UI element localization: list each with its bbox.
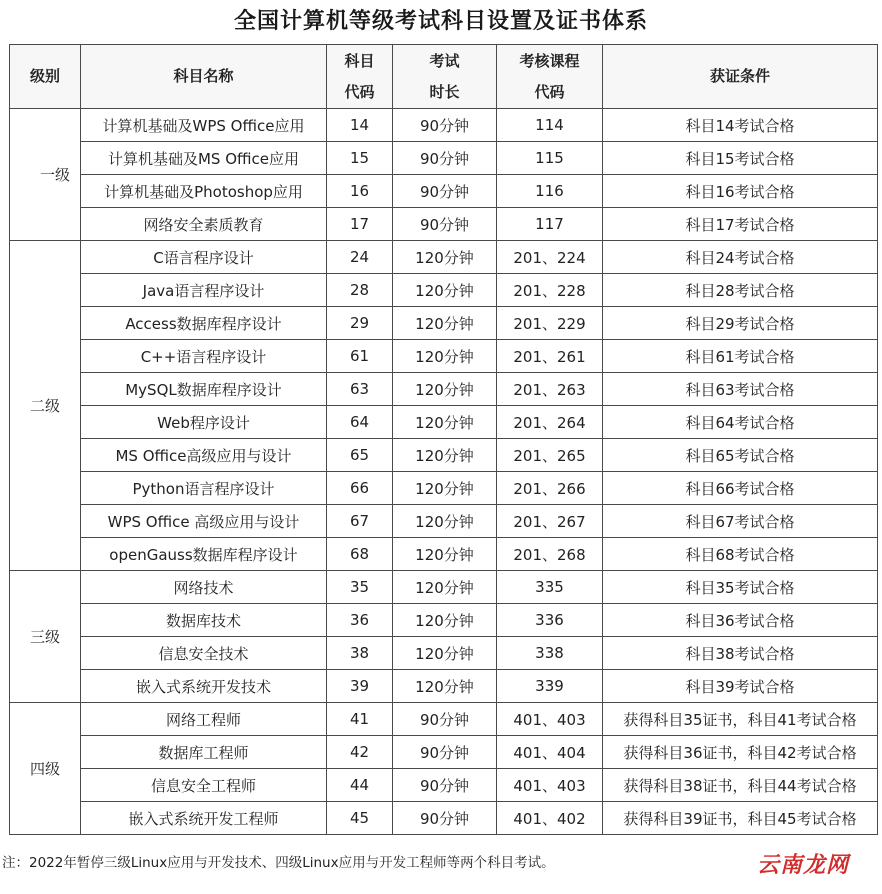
subject-name-cell: 数据库工程师 <box>81 736 327 769</box>
certificate-condition-cell: 科目66考试合格 <box>603 472 878 505</box>
course-code-cell: 201、264 <box>497 406 603 439</box>
subject-code-cell: 64 <box>327 406 393 439</box>
exam-duration-cell: 90分钟 <box>393 175 497 208</box>
exam-duration-cell: 120分钟 <box>393 472 497 505</box>
table-row <box>10 505 878 538</box>
subject-code-cell: 39 <box>327 670 393 703</box>
certificate-condition-cell: 科目68考试合格 <box>603 538 878 571</box>
course-code-cell: 201、265 <box>497 439 603 472</box>
watermark-logo: 云南龙网 <box>757 853 850 878</box>
course-code-cell: 201、268 <box>497 538 603 571</box>
subject-code-cell: 63 <box>327 373 393 406</box>
level-cell: 四级 <box>10 703 81 835</box>
subject-code-cell: 35 <box>327 571 393 604</box>
exam-duration-cell: 120分钟 <box>393 505 497 538</box>
table-row <box>10 307 878 340</box>
exam-duration-cell: 120分钟 <box>393 670 497 703</box>
exam-duration-cell: 90分钟 <box>393 142 497 175</box>
course-code-cell: 201、224 <box>497 241 603 274</box>
subject-code-cell: 36 <box>327 604 393 637</box>
subject-code-cell: 16 <box>327 175 393 208</box>
table-row <box>10 637 878 670</box>
table-row <box>10 439 878 472</box>
table-row <box>10 538 878 571</box>
header-subject-code: 科目 代码 <box>327 45 393 109</box>
subject-name-cell: MySQL数据库程序设计 <box>81 373 327 406</box>
exam-duration-cell: 120分钟 <box>393 538 497 571</box>
certificate-condition-cell: 科目63考试合格 <box>603 373 878 406</box>
subject-code-cell: 67 <box>327 505 393 538</box>
certificate-condition-cell: 获得科目38证书，科目44考试合格 <box>603 769 878 802</box>
table-row <box>10 142 878 175</box>
exam-duration-cell: 120分钟 <box>393 406 497 439</box>
course-code-cell: 114 <box>497 109 603 142</box>
exam-duration-cell: 90分钟 <box>393 769 497 802</box>
subject-code-cell: 66 <box>327 472 393 505</box>
course-code-cell: 201、263 <box>497 373 603 406</box>
subject-name-cell: C++语言程序设计 <box>81 340 327 373</box>
exam-duration-cell: 120分钟 <box>393 340 497 373</box>
course-code-cell: 401、402 <box>497 802 603 835</box>
exam-subjects-table <box>9 44 878 835</box>
subject-code-cell: 65 <box>327 439 393 472</box>
subject-name-cell: Web程序设计 <box>81 406 327 439</box>
header-level: 级别 <box>10 45 81 109</box>
certificate-condition-cell: 科目29考试合格 <box>603 307 878 340</box>
table-row <box>10 109 878 142</box>
subject-code-cell: 45 <box>327 802 393 835</box>
certificate-condition-cell: 科目67考试合格 <box>603 505 878 538</box>
exam-duration-cell: 90分钟 <box>393 802 497 835</box>
subject-name-cell: 网络工程师 <box>81 703 327 736</box>
certificate-condition-cell: 科目65考试合格 <box>603 439 878 472</box>
subject-code-cell: 44 <box>327 769 393 802</box>
level-cell: 一级 <box>10 109 81 241</box>
subject-code-cell: 68 <box>327 538 393 571</box>
subject-code-cell: 42 <box>327 736 393 769</box>
course-code-cell: 201、228 <box>497 274 603 307</box>
table-row <box>10 472 878 505</box>
course-code-cell: 201、266 <box>497 472 603 505</box>
course-code-cell: 401、403 <box>497 769 603 802</box>
certificate-condition-cell: 科目64考试合格 <box>603 406 878 439</box>
table-row <box>10 769 878 802</box>
subject-code-cell: 14 <box>327 109 393 142</box>
table-header-row <box>10 45 878 109</box>
subject-name-cell: WPS Office 高级应用与设计 <box>81 505 327 538</box>
subject-name-cell: 计算机基础及Photoshop应用 <box>81 175 327 208</box>
table-row <box>10 736 878 769</box>
footnote: 注：2022年暂停三级Linux应用与开发技术、四级Linux应用与开发工程师等两个科目考试。 <box>2 855 555 871</box>
subject-code-cell: 15 <box>327 142 393 175</box>
certificate-condition-cell: 获得科目39证书，科目45考试合格 <box>603 802 878 835</box>
exam-duration-cell: 120分钟 <box>393 274 497 307</box>
course-code-cell: 336 <box>497 604 603 637</box>
table-row <box>10 604 878 637</box>
table-row <box>10 274 878 307</box>
certificate-condition-cell: 科目28考试合格 <box>603 274 878 307</box>
certificate-condition-cell: 获得科目36证书，科目42考试合格 <box>603 736 878 769</box>
header-exam-duration: 考试 时长 <box>393 45 497 109</box>
subject-code-cell: 24 <box>327 241 393 274</box>
level-cell: 三级 <box>10 571 81 703</box>
subject-name-cell: 数据库技术 <box>81 604 327 637</box>
subject-name-cell: openGauss数据库程序设计 <box>81 538 327 571</box>
course-code-cell: 338 <box>497 637 603 670</box>
course-code-cell: 201、261 <box>497 340 603 373</box>
certificate-condition-cell: 科目16考试合格 <box>603 175 878 208</box>
exam-duration-cell: 120分钟 <box>393 439 497 472</box>
table-row <box>10 670 878 703</box>
subject-code-cell: 41 <box>327 703 393 736</box>
header-subject-name: 科目名称 <box>81 45 327 109</box>
exam-duration-cell: 120分钟 <box>393 637 497 670</box>
table-body <box>10 109 878 835</box>
certificate-condition-cell: 获得科目35证书，科目41考试合格 <box>603 703 878 736</box>
table-row <box>10 802 878 835</box>
header-course-code: 考核课程 代码 <box>497 45 603 109</box>
exam-duration-cell: 90分钟 <box>393 736 497 769</box>
subject-code-cell: 61 <box>327 340 393 373</box>
table-row <box>10 406 878 439</box>
exam-duration-cell: 120分钟 <box>393 604 497 637</box>
table-row <box>10 175 878 208</box>
subject-name-cell: 嵌入式系统开发技术 <box>81 670 327 703</box>
certificate-condition-cell: 科目15考试合格 <box>603 142 878 175</box>
course-code-cell: 201、267 <box>497 505 603 538</box>
course-code-cell: 401、403 <box>497 703 603 736</box>
certificate-condition-cell: 科目17考试合格 <box>603 208 878 241</box>
table-row <box>10 571 878 604</box>
subject-name-cell: 计算机基础及WPS Office应用 <box>81 109 327 142</box>
subject-name-cell: 计算机基础及MS Office应用 <box>81 142 327 175</box>
table-row <box>10 373 878 406</box>
subject-name-cell: 信息安全工程师 <box>81 769 327 802</box>
exam-duration-cell: 120分钟 <box>393 307 497 340</box>
course-code-cell: 117 <box>497 208 603 241</box>
certificate-condition-cell: 科目36考试合格 <box>603 604 878 637</box>
course-code-cell: 116 <box>497 175 603 208</box>
certificate-condition-cell: 科目14考试合格 <box>603 109 878 142</box>
subject-code-cell: 17 <box>327 208 393 241</box>
exam-duration-cell: 90分钟 <box>393 109 497 142</box>
header-certificate-condition: 获证条件 <box>603 45 878 109</box>
certificate-condition-cell: 科目24考试合格 <box>603 241 878 274</box>
subject-name-cell: 嵌入式系统开发工程师 <box>81 802 327 835</box>
course-code-cell: 201、229 <box>497 307 603 340</box>
level-cell: 二级 <box>10 241 81 571</box>
page-title: 全国计算机等级考试科目设置及证书体系 <box>233 9 648 34</box>
exam-duration-cell: 120分钟 <box>393 241 497 274</box>
certificate-condition-cell: 科目61考试合格 <box>603 340 878 373</box>
subject-name-cell: Java语言程序设计 <box>81 274 327 307</box>
table-row <box>10 208 878 241</box>
exam-duration-cell: 90分钟 <box>393 208 497 241</box>
certificate-condition-cell: 科目38考试合格 <box>603 637 878 670</box>
exam-duration-cell: 120分钟 <box>393 571 497 604</box>
subject-code-cell: 29 <box>327 307 393 340</box>
subject-name-cell: MS Office高级应用与设计 <box>81 439 327 472</box>
table-row <box>10 340 878 373</box>
subject-name-cell: 网络技术 <box>81 571 327 604</box>
subject-name-cell: C语言程序设计 <box>81 241 327 274</box>
course-code-cell: 115 <box>497 142 603 175</box>
exam-duration-cell: 120分钟 <box>393 373 497 406</box>
subject-name-cell: Access数据库程序设计 <box>81 307 327 340</box>
certificate-condition-cell: 科目39考试合格 <box>603 670 878 703</box>
certificate-condition-cell: 科目35考试合格 <box>603 571 878 604</box>
course-code-cell: 401、404 <box>497 736 603 769</box>
subject-code-cell: 28 <box>327 274 393 307</box>
subject-name-cell: 网络安全素质教育 <box>81 208 327 241</box>
course-code-cell: 335 <box>497 571 603 604</box>
subject-name-cell: 信息安全技术 <box>81 637 327 670</box>
subject-code-cell: 38 <box>327 637 393 670</box>
course-code-cell: 339 <box>497 670 603 703</box>
exam-duration-cell: 90分钟 <box>393 703 497 736</box>
table-row <box>10 241 878 274</box>
subject-name-cell: Python语言程序设计 <box>81 472 327 505</box>
table-row <box>10 703 878 736</box>
